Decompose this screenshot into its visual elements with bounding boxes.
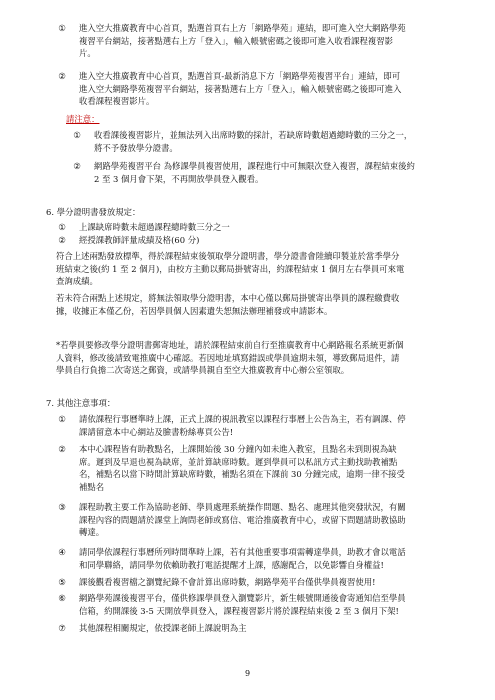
text-line: 人資料，修改後請致電推廣中心確認。若因地址填寫錯誤或學員逾期未領，導致郵局退件，請 bbox=[56, 352, 400, 363]
text-line: 進入空大推廣教育中心首頁，點選首頁-最新消息下方「網路學苑複習平台」連結，即可 bbox=[79, 71, 401, 81]
note-item-2 bbox=[0, 160, 495, 185]
text-line: 名，補點名以當下時間計算缺席時數，補點名須在下課前 30 分鐘完成，逾期一律不接受 bbox=[79, 469, 405, 480]
item-marker: ⑦ bbox=[58, 623, 66, 633]
section-6-para-2 bbox=[0, 292, 495, 317]
section-7-item-5 bbox=[0, 576, 495, 589]
page-number: 9 bbox=[244, 669, 251, 678]
text-line: 若未符合兩點上述規定，將無法領取學分證明書，本中心僅以郵局掛號寄出學員的課程繳費收 bbox=[56, 293, 400, 303]
section-7-item-4 bbox=[0, 546, 495, 571]
section-7-item-1 bbox=[0, 413, 495, 438]
section-6-para-1 bbox=[0, 250, 495, 288]
text-line: 符合上述兩點發放標準，得於課程結束後領取學分證明書，學分證書會陸續印製並於當季學分 bbox=[56, 251, 400, 261]
section-7-item-7 bbox=[0, 622, 495, 635]
note-block bbox=[0, 113, 495, 126]
text-line: 2 至 3 個月會下架，不再開放學員登入觀看。 bbox=[94, 173, 264, 184]
item-marker: ① bbox=[73, 130, 81, 140]
section-7-item-2 bbox=[0, 443, 495, 493]
text-line: 片。 bbox=[79, 48, 96, 59]
section-7-heading bbox=[0, 397, 495, 410]
note-item-1 bbox=[0, 129, 495, 154]
text-line: 課請留意本中心網站及臉書粉絲專頁公告! bbox=[79, 426, 234, 437]
item-marker: ③ bbox=[58, 502, 66, 512]
section-7-item-3 bbox=[0, 501, 495, 539]
text-line: 課程助教主要工作為協助老師、學員處理系統操作問題、點名、處理其他突發狀況，有關 bbox=[79, 502, 406, 512]
text-line: 查詢成績。 bbox=[56, 276, 98, 287]
section-6-heading bbox=[0, 206, 495, 219]
text-line: 進入空大推廣教育中心首頁，點選首頁右上方「網路學苑」連結，即可進入空大網路學苑 bbox=[79, 23, 406, 33]
note-title: 請注意： bbox=[66, 114, 100, 124]
text-line: 經授課教師評量成績及格(60 分) bbox=[79, 234, 200, 245]
text-line: 班結束之後(約 1 至 2 個月)，由校方主動以郵局掛號寄出，約課程結束 1 個月左右學員可來電 bbox=[56, 263, 405, 274]
text-line: 網路學苑課後複習平台，僅供修課學員登入瀏覽影片，新生帳號開通後會寄通知信至學員 bbox=[79, 593, 406, 603]
text-line: 席。遲到及早退也視為缺席，並計算缺席時數。遲到學員可以私訊方式主動找助教補點 bbox=[79, 456, 398, 467]
section-heading: 7. 其他注意事項： bbox=[46, 398, 116, 408]
top-item-1 bbox=[0, 22, 495, 60]
text-line: 據，收據正本僅乙份，若因學員個人因素遺失恕無法辦理補發或申請影本。 bbox=[56, 305, 333, 316]
text-line: 網路學苑複習平台 為修課學員複習使用，課程進行中可無限次登入複習，課程結束後約 bbox=[94, 161, 415, 171]
text-line: 收看課後複習影片，並無法列入出席時數的採計，若缺席時數超過總時數的三分之一， bbox=[94, 130, 413, 140]
text-line: 複習平台網站，接著點選右上方「登入」，輸入帳號密碼之後即可進入收看課程複習影 bbox=[79, 35, 394, 46]
text-line: 信箱，約開課後 3-5 天開放學員登入，課程複習影片將於課程結束後 2 至 3 個月下架! bbox=[79, 605, 399, 616]
section-7-item-6 bbox=[0, 592, 495, 617]
text-line: 其他課程相關規定，依授課老師上課說明為主 bbox=[79, 623, 247, 633]
text-line: 課程內容的問題請於課堂上詢問老師或寫信、電洽推廣教育中心，或留下問題請助教協助 bbox=[79, 514, 406, 525]
text-line: 請同學依課程行事曆所列時間準時上課，若有其他重要事項需轉達學員，助教才會以電話 bbox=[79, 547, 406, 557]
text-line: 將不予發放學分證書。 bbox=[94, 142, 178, 153]
text-line: 本中心課程皆有助教點名，上課開始後 30 分鐘內如未進入教室，且點名未到則視為缺 bbox=[79, 444, 397, 454]
section-6-asterisk-note bbox=[0, 339, 495, 377]
text-line: *若學員要修改學分證明書郵寄地址，請於課程結束前自行至推廣教育中心網路報名系統更新個 bbox=[56, 340, 404, 350]
section-heading: 6. 學分證明書發放規定： bbox=[46, 207, 141, 217]
text-line: 學員自行負擔二次寄送之郵資，或請學員親自至空大推廣教育中心辦公室領取。 bbox=[56, 365, 350, 376]
text-line: 和同學聯絡，請同學勿依賴助教打電話提醒才上課，感謝配合，以免影響自身權益! bbox=[79, 559, 384, 570]
item-marker: ② bbox=[58, 234, 66, 245]
item-marker: ④ bbox=[58, 547, 66, 557]
item-marker: ① bbox=[58, 222, 66, 232]
item-marker: ② bbox=[58, 71, 66, 81]
text-line: 進入空大網路學苑複習平台網站，接著點選右上方「登入」，輸入帳號密碼之後即可進入 bbox=[79, 83, 402, 94]
item-marker: ① bbox=[58, 23, 66, 33]
text-line: 上課缺席時數未超過課程總時數三分之一 bbox=[79, 222, 230, 232]
section-6-items bbox=[0, 221, 495, 246]
text-line: 收看課程複習影片。 bbox=[79, 96, 155, 107]
item-marker: ① bbox=[58, 414, 66, 424]
item-marker: ⑥ bbox=[58, 593, 66, 603]
item-marker: ② bbox=[73, 161, 81, 171]
text-line: 請依課程行事曆準時上課，正式上課的視訊教室以課程行事曆上公告為主，若有調課、停 bbox=[79, 414, 406, 424]
top-item-2 bbox=[0, 70, 495, 108]
text-line: 課後觀看複習檔之瀏覽紀錄不會計算出席時數，網路學苑平台僅供學員複習使用! bbox=[79, 577, 376, 587]
text-line: 轉達。 bbox=[79, 527, 105, 538]
item-marker: ⑤ bbox=[58, 577, 66, 587]
text-line: 補點名 bbox=[79, 481, 105, 492]
item-marker: ② bbox=[58, 444, 66, 454]
